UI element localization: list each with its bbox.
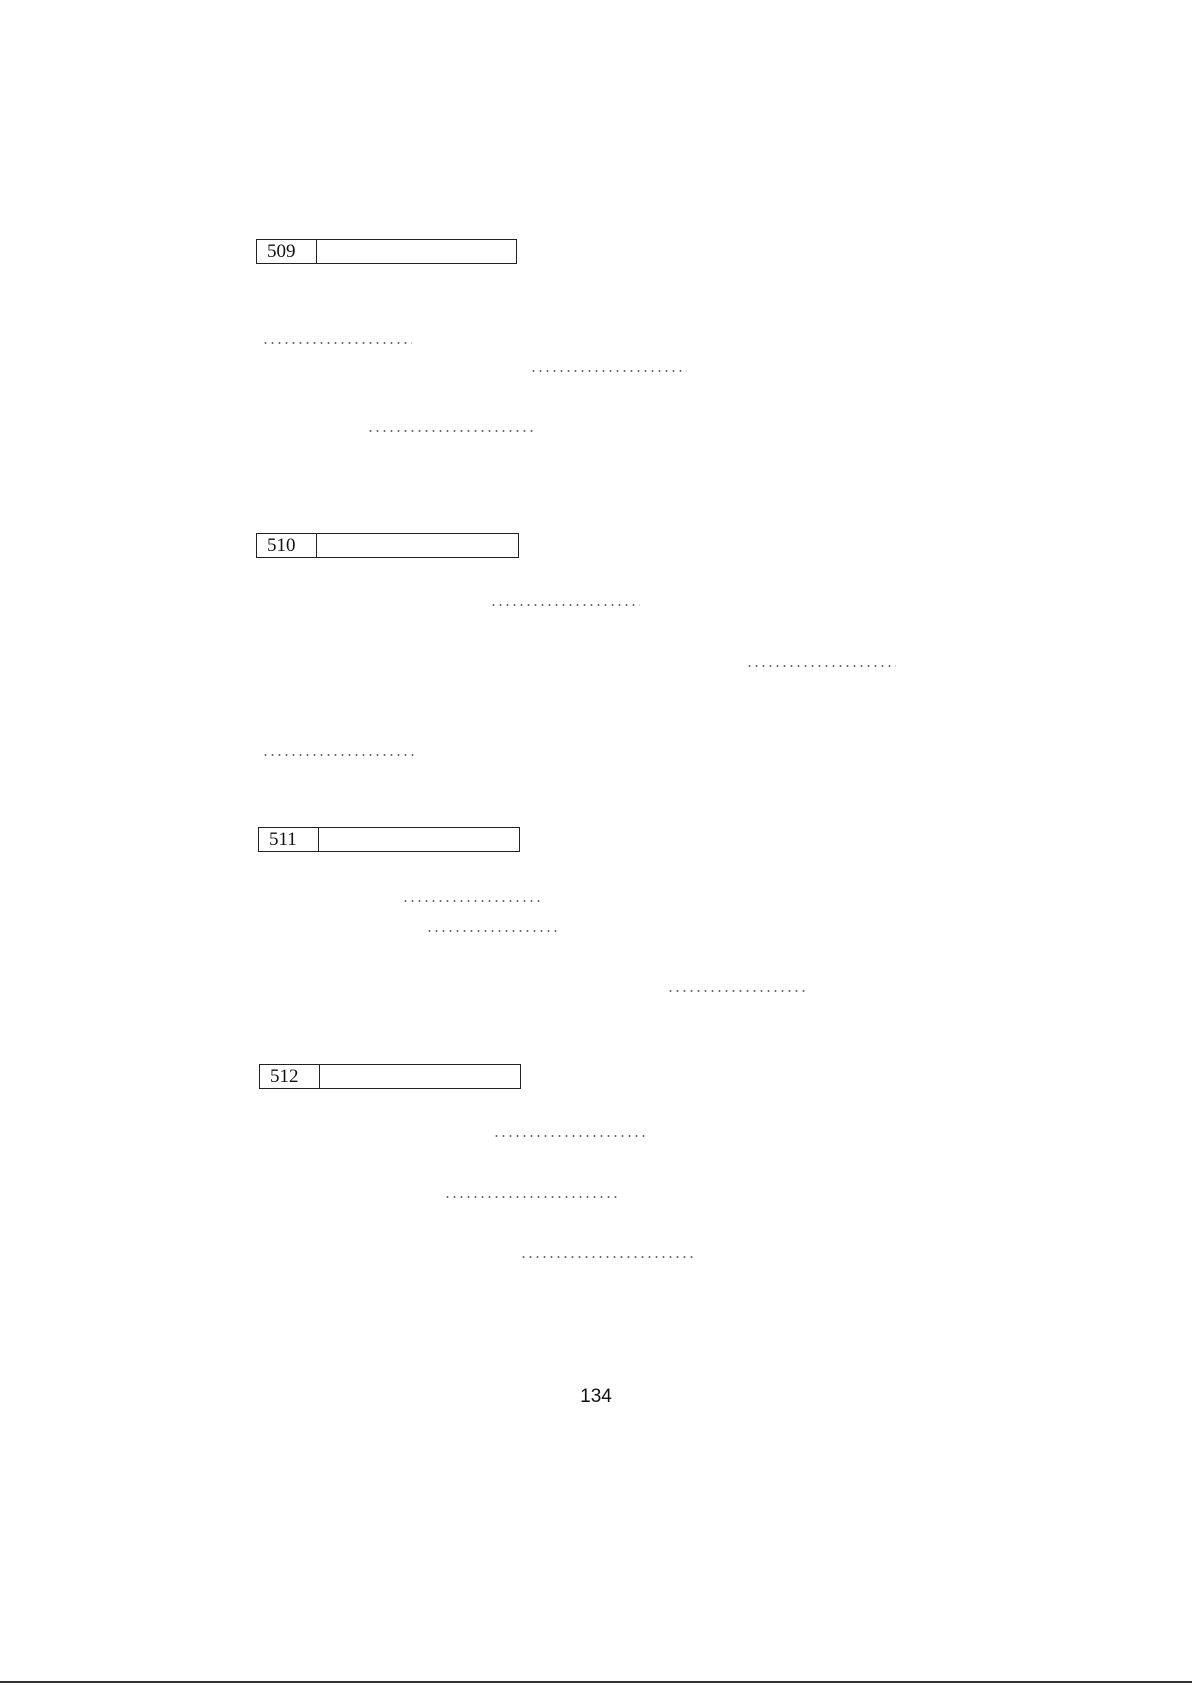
- question-number-box-511: [258, 827, 520, 852]
- answer-blank[interactable]: [746, 665, 896, 667]
- answer-blank[interactable]: [493, 1135, 648, 1137]
- question-number-box-512: [259, 1064, 521, 1089]
- answer-blank[interactable]: [444, 1196, 617, 1198]
- question-number: 510: [257, 534, 317, 557]
- answer-blank[interactable]: [367, 430, 535, 432]
- question-number: 512: [260, 1065, 320, 1088]
- page-number: 134: [580, 1386, 612, 1407]
- answer-blank[interactable]: [262, 754, 417, 756]
- answer-blank[interactable]: [262, 342, 412, 344]
- question-number-box-510: [256, 533, 519, 558]
- answer-blank[interactable]: [520, 1256, 693, 1258]
- question-number-box-509: [256, 239, 517, 264]
- answer-field[interactable]: [317, 534, 518, 557]
- question-number: 511: [259, 828, 319, 851]
- page-bottom-rule: [0, 1681, 1192, 1683]
- question-number: 509: [257, 240, 317, 263]
- answer-blank[interactable]: [426, 930, 560, 932]
- answer-blank[interactable]: [490, 604, 640, 606]
- answer-field[interactable]: [317, 240, 516, 263]
- answer-blank[interactable]: [667, 990, 807, 992]
- answer-field[interactable]: [319, 828, 519, 851]
- answer-blank[interactable]: [530, 370, 687, 372]
- answer-field[interactable]: [320, 1065, 520, 1088]
- answer-blank[interactable]: [402, 900, 542, 902]
